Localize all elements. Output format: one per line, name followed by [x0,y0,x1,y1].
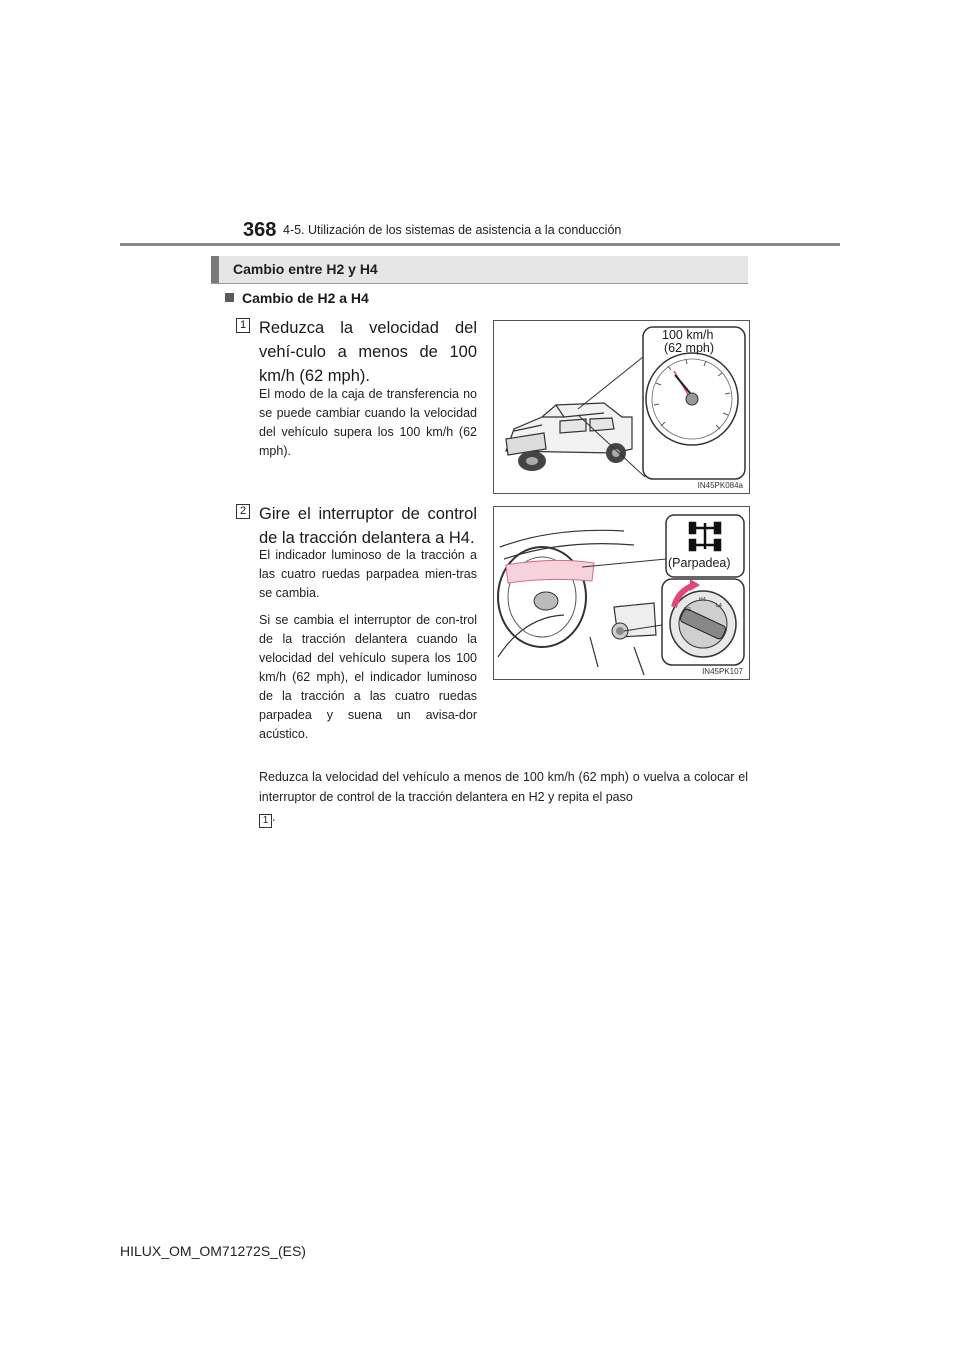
chapter-title: 4-5. Utilización de los sistemas de asistencia a la conducción [283,223,622,237]
closing-text: Reduzca la velocidad del vehículo a menos de 100 km/h (62 mph) o vuelva a colocar el interruptor de control de la tracción delantera en H2 y repita el paso [259,770,748,804]
step-1-note-text: El modo de la caja de transferencia no se puede cambiar cuando la velocidad del vehículo supera los 100 km/h (62 mph). [259,387,477,458]
step-reference-1: 1 [259,814,272,828]
blink-label: (Parpadea) [668,556,731,570]
step-2-note-text-2: Si se cambia el interruptor de con-trol de la tracción delantera cuando la velocidad del vehículo supera los 100 km/h (62 mph), el indicador luminoso de la tracción a las cuatro ruedas parpadea y suena un avisa-dor acústico. [259,613,477,741]
speed-label-mph: (62 mph) [664,341,715,355]
figure-dashboard-4wd-switch [493,506,750,680]
svg-text:L4: L4 [716,603,722,609]
step-2-instruction: Gire el interruptor de control de la tracción delantera a H4. [259,505,477,547]
footer-doc-id: HILUX_OM_OM71272S_(ES) [120,1243,306,1259]
subheading [225,290,369,306]
subheading-text: Cambio de H2 a H4 [242,290,369,306]
figure-code: IN45PK107 [702,667,743,676]
square-bullet-icon [225,293,234,302]
header-divider [120,243,840,246]
svg-text:H2: H2 [684,607,691,613]
step-number-1: 1 [236,318,250,333]
closing-paragraph [259,767,748,828]
step-2-note-text-1: El indicador luminoso de la tracción a las cuatro ruedas parpadea mien-tras se cambia. [259,548,477,600]
step-1-note [259,385,477,469]
figure-vehicle-speedometer [493,320,750,494]
dashboard-illustration [494,507,749,679]
closing-end: . [272,810,276,824]
page-number: 368 [243,219,277,241]
figure-code: IN45PK084a [697,481,743,490]
step-number-2: 2 [236,504,250,519]
speed-label-kmh: 100 km/h [662,328,714,342]
section-title: Cambio entre H2 y H4 [233,261,378,277]
step-2-notes [259,546,477,752]
section-heading-bar [211,256,748,283]
section-divider [211,283,748,284]
svg-text:H4: H4 [699,597,706,603]
step-1-instruction: Reduzca la velocidad del vehí-culo a menos de 100 km/h (62 mph). [259,319,477,385]
